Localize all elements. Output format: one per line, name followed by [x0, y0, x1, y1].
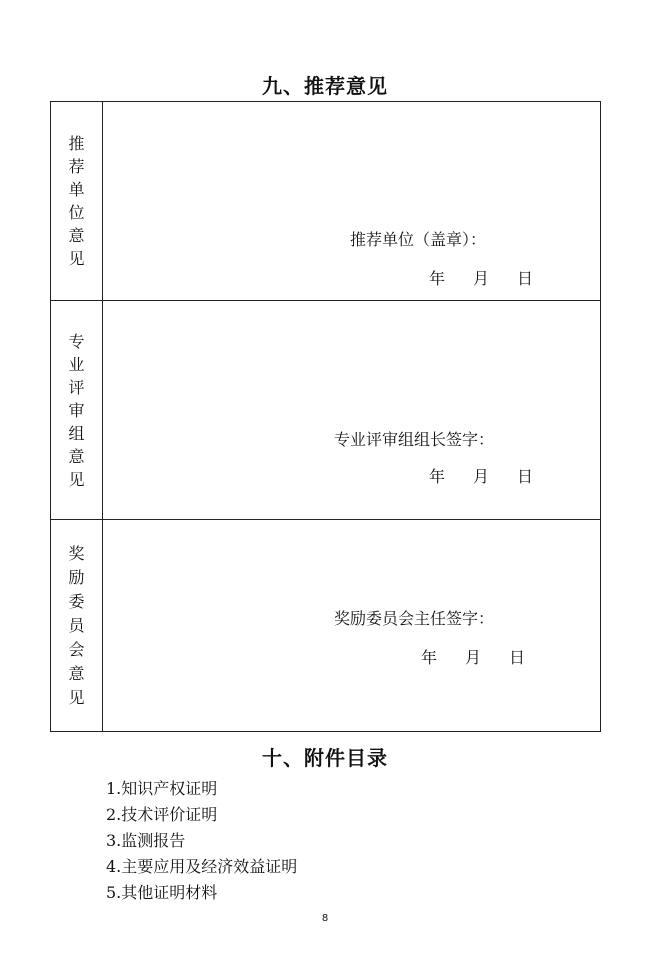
date-day: 日	[517, 467, 534, 486]
date-line	[421, 645, 525, 668]
date-year: 年	[421, 648, 438, 667]
row-label-cell	[51, 301, 103, 519]
signature-line: 专业评审组组长签字：	[334, 430, 495, 449]
attachment-list	[106, 776, 297, 906]
list-item: 4.主要应用及经济效益证明	[106, 857, 298, 876]
signature-line: 奖励委员会主任签字：	[334, 609, 495, 628]
list-item: 3.监测报告	[106, 831, 186, 850]
date-line	[429, 464, 533, 487]
opinion-row-recommender	[51, 102, 600, 301]
opinion-table	[50, 101, 601, 732]
row-label-cell	[51, 102, 103, 300]
section-title-recommendation: 九、推荐意见	[262, 74, 388, 98]
row-label: 奖励委员会意见	[68, 543, 85, 707]
opinion-row-award-committee	[51, 520, 600, 731]
list-item: 2.技术评价证明	[106, 805, 218, 824]
date-day: 日	[509, 648, 526, 667]
date-day: 日	[517, 269, 534, 288]
page-number: 8	[321, 913, 329, 924]
section-title-attachments: 十、附件目录	[262, 746, 388, 770]
list-item: 1.知识产权证明	[106, 779, 218, 798]
date-month: 月	[473, 467, 490, 486]
row-label: 推荐单位意见	[68, 134, 85, 268]
date-line	[429, 266, 533, 289]
date-month: 月	[473, 269, 490, 288]
row-label: 专业评审组意见	[68, 331, 85, 489]
opinion-row-review-panel	[51, 301, 600, 520]
date-year: 年	[429, 467, 446, 486]
list-item: 5.其他证明材料	[106, 883, 218, 902]
date-year: 年	[429, 269, 446, 288]
signature-line: 推荐单位（盖章）：	[350, 230, 487, 249]
date-month: 月	[465, 648, 482, 667]
row-label-cell	[51, 520, 103, 731]
